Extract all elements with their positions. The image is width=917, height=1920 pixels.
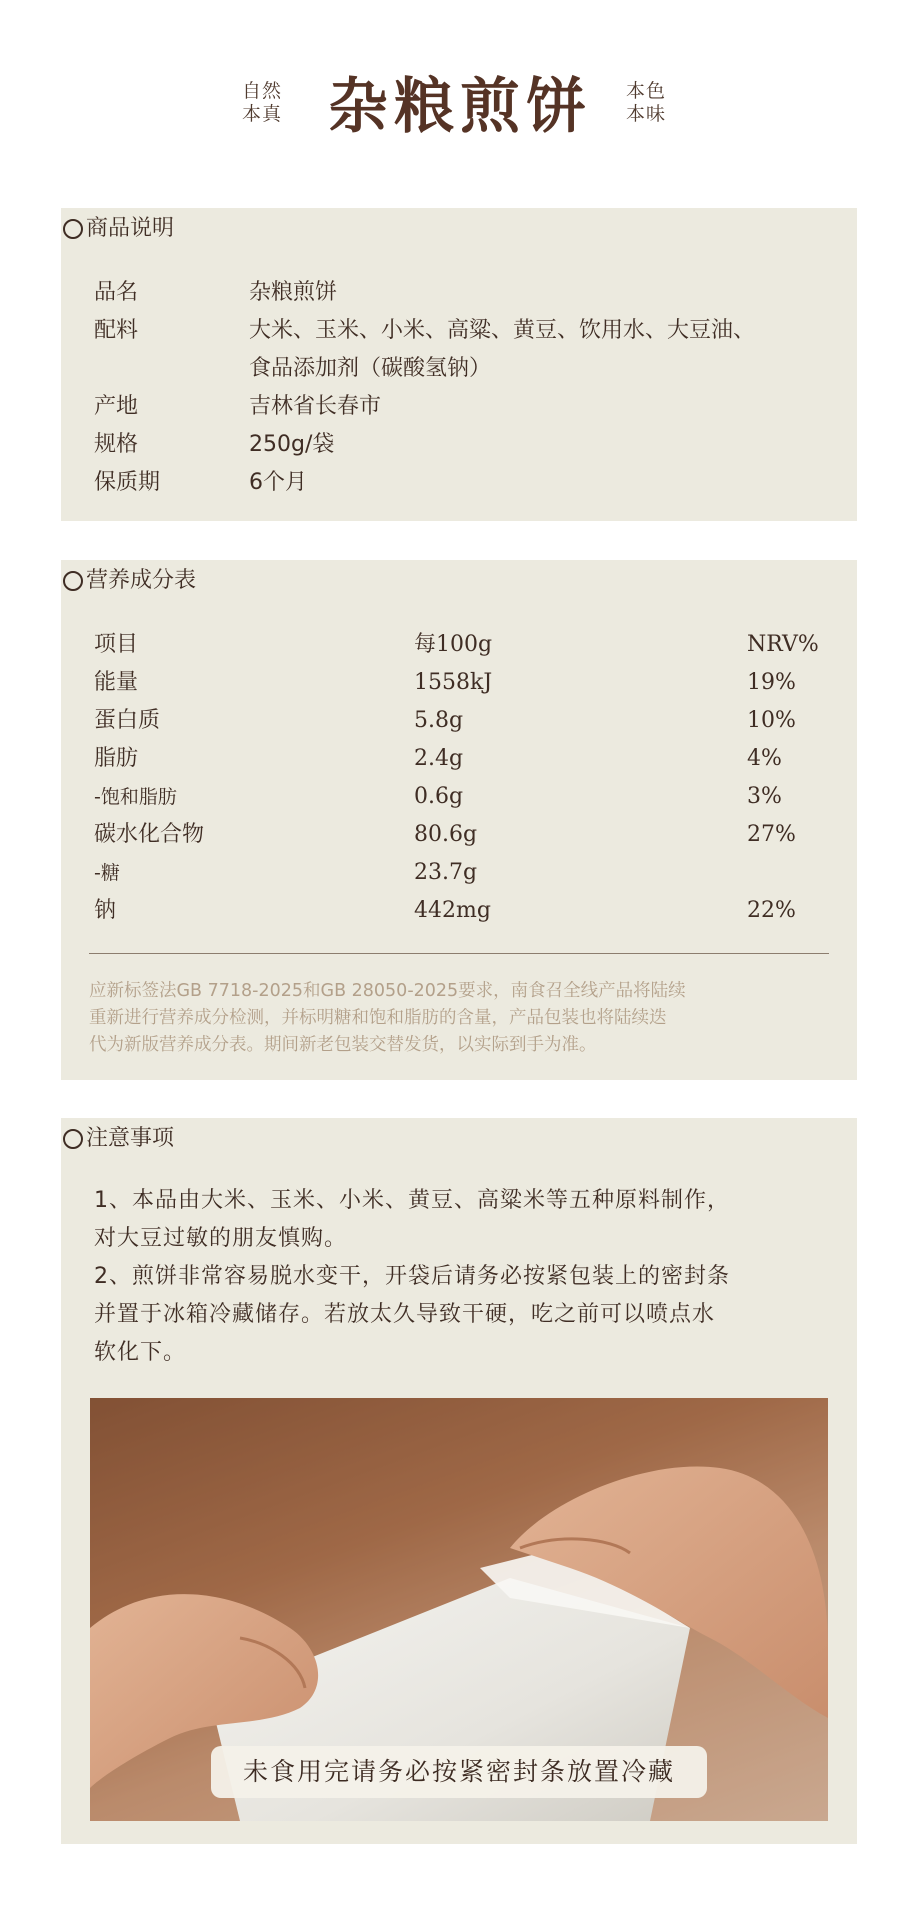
note-line: 代为新版营养成分表。期间新老包装交替发货，以实际到手为准。 — [89, 1035, 597, 1055]
info-value: 大米、玉米、小米、高粱、黄豆、饮用水、大豆油、 — [249, 318, 756, 343]
note-line: 重新进行营养成分检测，并标明糖和饱和脂肪的含量，产品包装也将陆续迭 — [89, 1008, 667, 1028]
table-row — [94, 706, 834, 736]
nutrition-heading-text: 营养成分表 — [86, 568, 197, 593]
nutrient-name: 能量 — [94, 670, 139, 695]
info-label: 规格 — [94, 432, 139, 457]
info-value: 杂粮煎饼 — [249, 280, 338, 305]
nutrient-amount: 23.7g — [414, 860, 478, 885]
notice-line: 1、本品由大米、玉米、小米、黄豆、高粱米等五种原料制作， — [94, 1188, 730, 1213]
sealing-bag-photo — [90, 1398, 828, 1821]
info-label: 保质期 — [94, 470, 161, 495]
nutrient-amount: 1558kJ — [414, 670, 493, 695]
info-value: 食品添加剂（碳酸氢钠） — [249, 356, 492, 381]
info-value: 吉林省长春市 — [249, 394, 382, 419]
col-header-nrv: NRV% — [747, 632, 819, 657]
table-divider — [89, 953, 829, 954]
nutrient-name: 钠 — [94, 898, 117, 923]
info-label: 品名 — [94, 280, 139, 305]
notice-line: 对大豆过敏的朋友慎购。 — [94, 1226, 348, 1251]
nutrient-nrv: 19% — [747, 670, 796, 695]
slogan-right-line1: 本色 — [626, 80, 667, 102]
nutrition-header-row — [94, 630, 834, 660]
info-value: 250g/袋 — [249, 432, 335, 457]
slogan-left-line1: 自然 — [242, 80, 283, 102]
circle-icon — [63, 1129, 83, 1149]
table-row — [94, 820, 834, 850]
nutrient-name: -饱和脂肪 — [94, 786, 177, 808]
notice-heading — [63, 1124, 174, 1154]
circle-icon — [63, 571, 83, 591]
nutrient-amount: 0.6g — [414, 784, 464, 809]
note-line: 应新标签法GB 7718-2025和GB 28050-2025要求，南食召全线产品将陆续 — [89, 981, 686, 1001]
info-label: 配料 — [94, 318, 139, 343]
product-info-card — [61, 208, 857, 521]
nutrient-amount: 2.4g — [414, 746, 464, 771]
table-row — [94, 668, 834, 698]
nutrient-name: 蛋白质 — [94, 708, 161, 733]
info-label: 产地 — [94, 394, 139, 419]
slogan-right-line2: 本味 — [626, 103, 667, 125]
notice-line: 软化下。 — [94, 1340, 187, 1365]
nutrient-nrv: 22% — [747, 898, 796, 923]
table-row — [94, 744, 834, 774]
nutrient-amount: 442mg — [414, 898, 491, 923]
page-title: 杂粮煎饼 — [328, 72, 592, 142]
nutrient-name: -糖 — [94, 862, 120, 884]
nutrient-name: 碳水化合物 — [94, 822, 205, 847]
notice-heading-text: 注意事项 — [86, 1126, 175, 1151]
table-row — [94, 896, 834, 926]
notice-body — [94, 1182, 834, 1372]
col-header-per100g: 每100g — [414, 632, 493, 657]
nutrient-nrv: 4% — [747, 746, 782, 771]
slogan-left-line2: 本真 — [242, 103, 283, 125]
page-header — [0, 72, 917, 142]
info-value: 6个月 — [249, 470, 307, 495]
product-info-heading — [63, 214, 174, 244]
header-slogan-left — [242, 80, 282, 126]
nutrient-nrv: 3% — [747, 784, 782, 809]
notice-card — [61, 1118, 857, 1844]
nutrition-card — [61, 560, 857, 1080]
nutrition-heading — [63, 566, 196, 596]
nutrient-name: 脂肪 — [94, 746, 139, 771]
circle-icon — [63, 219, 83, 239]
col-header-item: 项目 — [94, 632, 139, 657]
nutrient-nrv: 27% — [747, 822, 796, 847]
notice-line: 2、煎饼非常容易脱水变干，开袋后请务必按紧包装上的密封条 — [94, 1264, 730, 1289]
photo-caption: 未食用完请务必按紧密封条放置冷藏 — [211, 1746, 707, 1798]
nutrient-nrv: 10% — [747, 708, 796, 733]
table-row — [94, 858, 834, 888]
notice-line: 并置于冰箱冷藏储存。若放太久导致干硬，吃之前可以喷点水 — [94, 1302, 716, 1327]
nutrient-amount: 5.8g — [414, 708, 464, 733]
label-regulation-note — [89, 978, 829, 1059]
table-row — [94, 782, 834, 812]
nutrient-amount: 80.6g — [414, 822, 478, 847]
header-slogan-right — [626, 80, 666, 126]
product-info-heading-text: 商品说明 — [86, 216, 175, 241]
